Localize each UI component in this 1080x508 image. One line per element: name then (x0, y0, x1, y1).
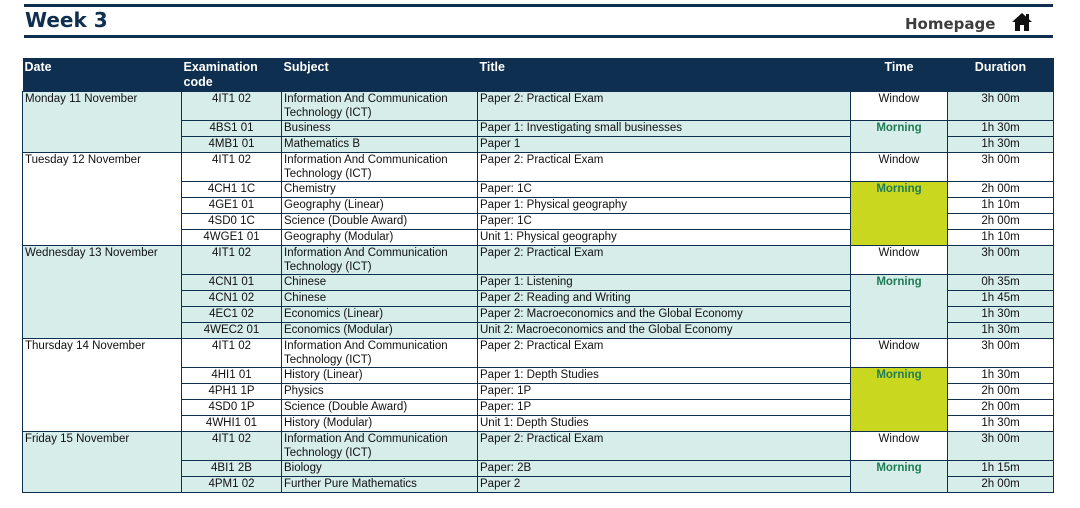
table-row (23, 432, 1054, 461)
duration-cell: 3h 00m (948, 92, 1054, 121)
duration-cell: 2h 00m (948, 477, 1054, 493)
duration-cell: 1h 30m (948, 137, 1054, 153)
title-cell: Unit 2: Macroeconomics and the Global Economy (478, 323, 851, 339)
time-cell-morning: Morning (851, 182, 948, 246)
subject-cell: Further Pure Mathematics (282, 477, 478, 493)
code-cell: 4CH1 1C (182, 182, 282, 198)
duration-cell: 2h 00m (948, 384, 1054, 400)
time-cell-morning: Morning (851, 275, 948, 339)
title-cell: Unit 1: Depth Studies (478, 416, 851, 432)
date-cell: Friday 15 November (23, 432, 182, 493)
code-cell: 4HI1 01 (182, 368, 282, 384)
exam-timetable (22, 58, 1054, 493)
code-cell: 4IT1 02 (182, 153, 282, 182)
code-cell: 4EC1 02 (182, 307, 282, 323)
subject-cell: Biology (282, 461, 478, 477)
subject-cell: History (Linear) (282, 368, 478, 384)
table-row (23, 339, 1054, 368)
code-cell: 4WEC2 01 (182, 323, 282, 339)
column-header-subject: Subject (282, 58, 478, 92)
table-row (23, 153, 1054, 182)
code-cell: 4WHI1 01 (182, 416, 282, 432)
title-cell: Paper: 1C (478, 214, 851, 230)
time-cell: Window (851, 92, 948, 121)
title-cell: Paper 1: Depth Studies (478, 368, 851, 384)
code-cell: 4MB1 01 (182, 137, 282, 153)
code-cell: 4PH1 1P (182, 384, 282, 400)
home-icon[interactable] (1011, 12, 1033, 32)
time-cell: Window (851, 246, 948, 275)
title-cell: Paper 1: Physical geography (478, 198, 851, 214)
subject-cell: Economics (Linear) (282, 307, 478, 323)
duration-cell: 1h 10m (948, 198, 1054, 214)
duration-cell: 3h 00m (948, 339, 1054, 368)
subject-cell: Information And Communication Technology (ICT) (282, 153, 478, 182)
code-cell: 4IT1 02 (182, 246, 282, 275)
subject-cell: History (Modular) (282, 416, 478, 432)
title-cell: Paper: 1P (478, 384, 851, 400)
title-cell: Paper: 2B (478, 461, 851, 477)
column-header-time: Time (851, 58, 948, 92)
duration-cell: 2h 00m (948, 182, 1054, 198)
subject-cell: Chinese (282, 291, 478, 307)
table-row (23, 92, 1054, 121)
column-header-title: Title (478, 58, 851, 92)
title-cell: Paper 2: Practical Exam (478, 432, 851, 461)
time-cell-morning: Morning (851, 121, 948, 153)
title-cell: Paper 2: Practical Exam (478, 339, 851, 368)
duration-cell: 1h 10m (948, 230, 1054, 246)
subject-cell: Geography (Linear) (282, 198, 478, 214)
duration-cell: 1h 45m (948, 291, 1054, 307)
title-cell: Paper 2: Reading and Writing (478, 291, 851, 307)
homepage-link[interactable]: Homepage (905, 15, 996, 33)
duration-cell: 3h 00m (948, 153, 1054, 182)
subject-cell: Business (282, 121, 478, 137)
duration-cell: 1h 30m (948, 307, 1054, 323)
table-header-row (23, 58, 1054, 92)
duration-cell: 2h 00m (948, 214, 1054, 230)
duration-cell: 3h 00m (948, 246, 1054, 275)
time-cell-morning: Morning (851, 461, 948, 493)
title-cell: Paper 2: Practical Exam (478, 92, 851, 121)
date-cell: Thursday 14 November (23, 339, 182, 432)
time-cell: Window (851, 339, 948, 368)
column-header-code: Examination code (182, 58, 282, 92)
duration-cell: 0h 35m (948, 275, 1054, 291)
subject-cell: Science (Double Award) (282, 400, 478, 416)
subject-cell: Information And Communication Technology (ICT) (282, 432, 478, 461)
date-cell: Wednesday 13 November (23, 246, 182, 339)
code-cell: 4CN1 01 (182, 275, 282, 291)
code-cell: 4BS1 01 (182, 121, 282, 137)
code-cell: 4SD0 1P (182, 400, 282, 416)
code-cell: 4GE1 01 (182, 198, 282, 214)
duration-cell: 1h 30m (948, 416, 1054, 432)
subject-cell: Information And Communication Technology (ICT) (282, 92, 478, 121)
title-cell: Paper 2: Practical Exam (478, 246, 851, 275)
column-header-date: Date (23, 58, 182, 92)
subject-cell: Physics (282, 384, 478, 400)
subject-cell: Chemistry (282, 182, 478, 198)
page-title: Week 3 (25, 8, 108, 32)
duration-cell: 3h 00m (948, 432, 1054, 461)
subject-cell: Information And Communication Technology (ICT) (282, 339, 478, 368)
duration-cell: 2h 00m (948, 400, 1054, 416)
title-cell: Paper 1: Listening (478, 275, 851, 291)
title-cell: Unit 1: Physical geography (478, 230, 851, 246)
date-cell: Tuesday 12 November (23, 153, 182, 246)
code-cell: 4IT1 02 (182, 432, 282, 461)
title-cell: Paper 2: Macroeconomics and the Global Economy (478, 307, 851, 323)
code-cell: 4CN1 02 (182, 291, 282, 307)
title-cell: Paper: 1P (478, 400, 851, 416)
subject-cell: Geography (Modular) (282, 230, 478, 246)
column-header-duration: Duration (948, 58, 1054, 92)
duration-cell: 1h 15m (948, 461, 1054, 477)
title-cell: Paper 2: Practical Exam (478, 153, 851, 182)
title-cell: Paper 2 (478, 477, 851, 493)
table-row (23, 246, 1054, 275)
time-cell: Window (851, 432, 948, 461)
code-cell: 4IT1 02 (182, 339, 282, 368)
subject-cell: Information And Communication Technology (ICT) (282, 246, 478, 275)
time-cell: Window (851, 153, 948, 182)
duration-cell: 1h 30m (948, 121, 1054, 137)
code-cell: 4SD0 1C (182, 214, 282, 230)
duration-cell: 1h 30m (948, 368, 1054, 384)
code-cell: 4BI1 2B (182, 461, 282, 477)
code-cell: 4PM1 02 (182, 477, 282, 493)
code-cell: 4IT1 02 (182, 92, 282, 121)
title-cell: Paper: 1C (478, 182, 851, 198)
top-rule (24, 4, 1053, 7)
subject-cell: Economics (Modular) (282, 323, 478, 339)
time-cell-morning: Morning (851, 368, 948, 432)
date-cell: Monday 11 November (23, 92, 182, 153)
subject-cell: Chinese (282, 275, 478, 291)
title-cell: Paper 1: Investigating small businesses (478, 121, 851, 137)
subject-cell: Mathematics B (282, 137, 478, 153)
subject-cell: Science (Double Award) (282, 214, 478, 230)
title-cell: Paper 1 (478, 137, 851, 153)
header-rule (24, 35, 1053, 38)
duration-cell: 1h 30m (948, 323, 1054, 339)
code-cell: 4WGE1 01 (182, 230, 282, 246)
